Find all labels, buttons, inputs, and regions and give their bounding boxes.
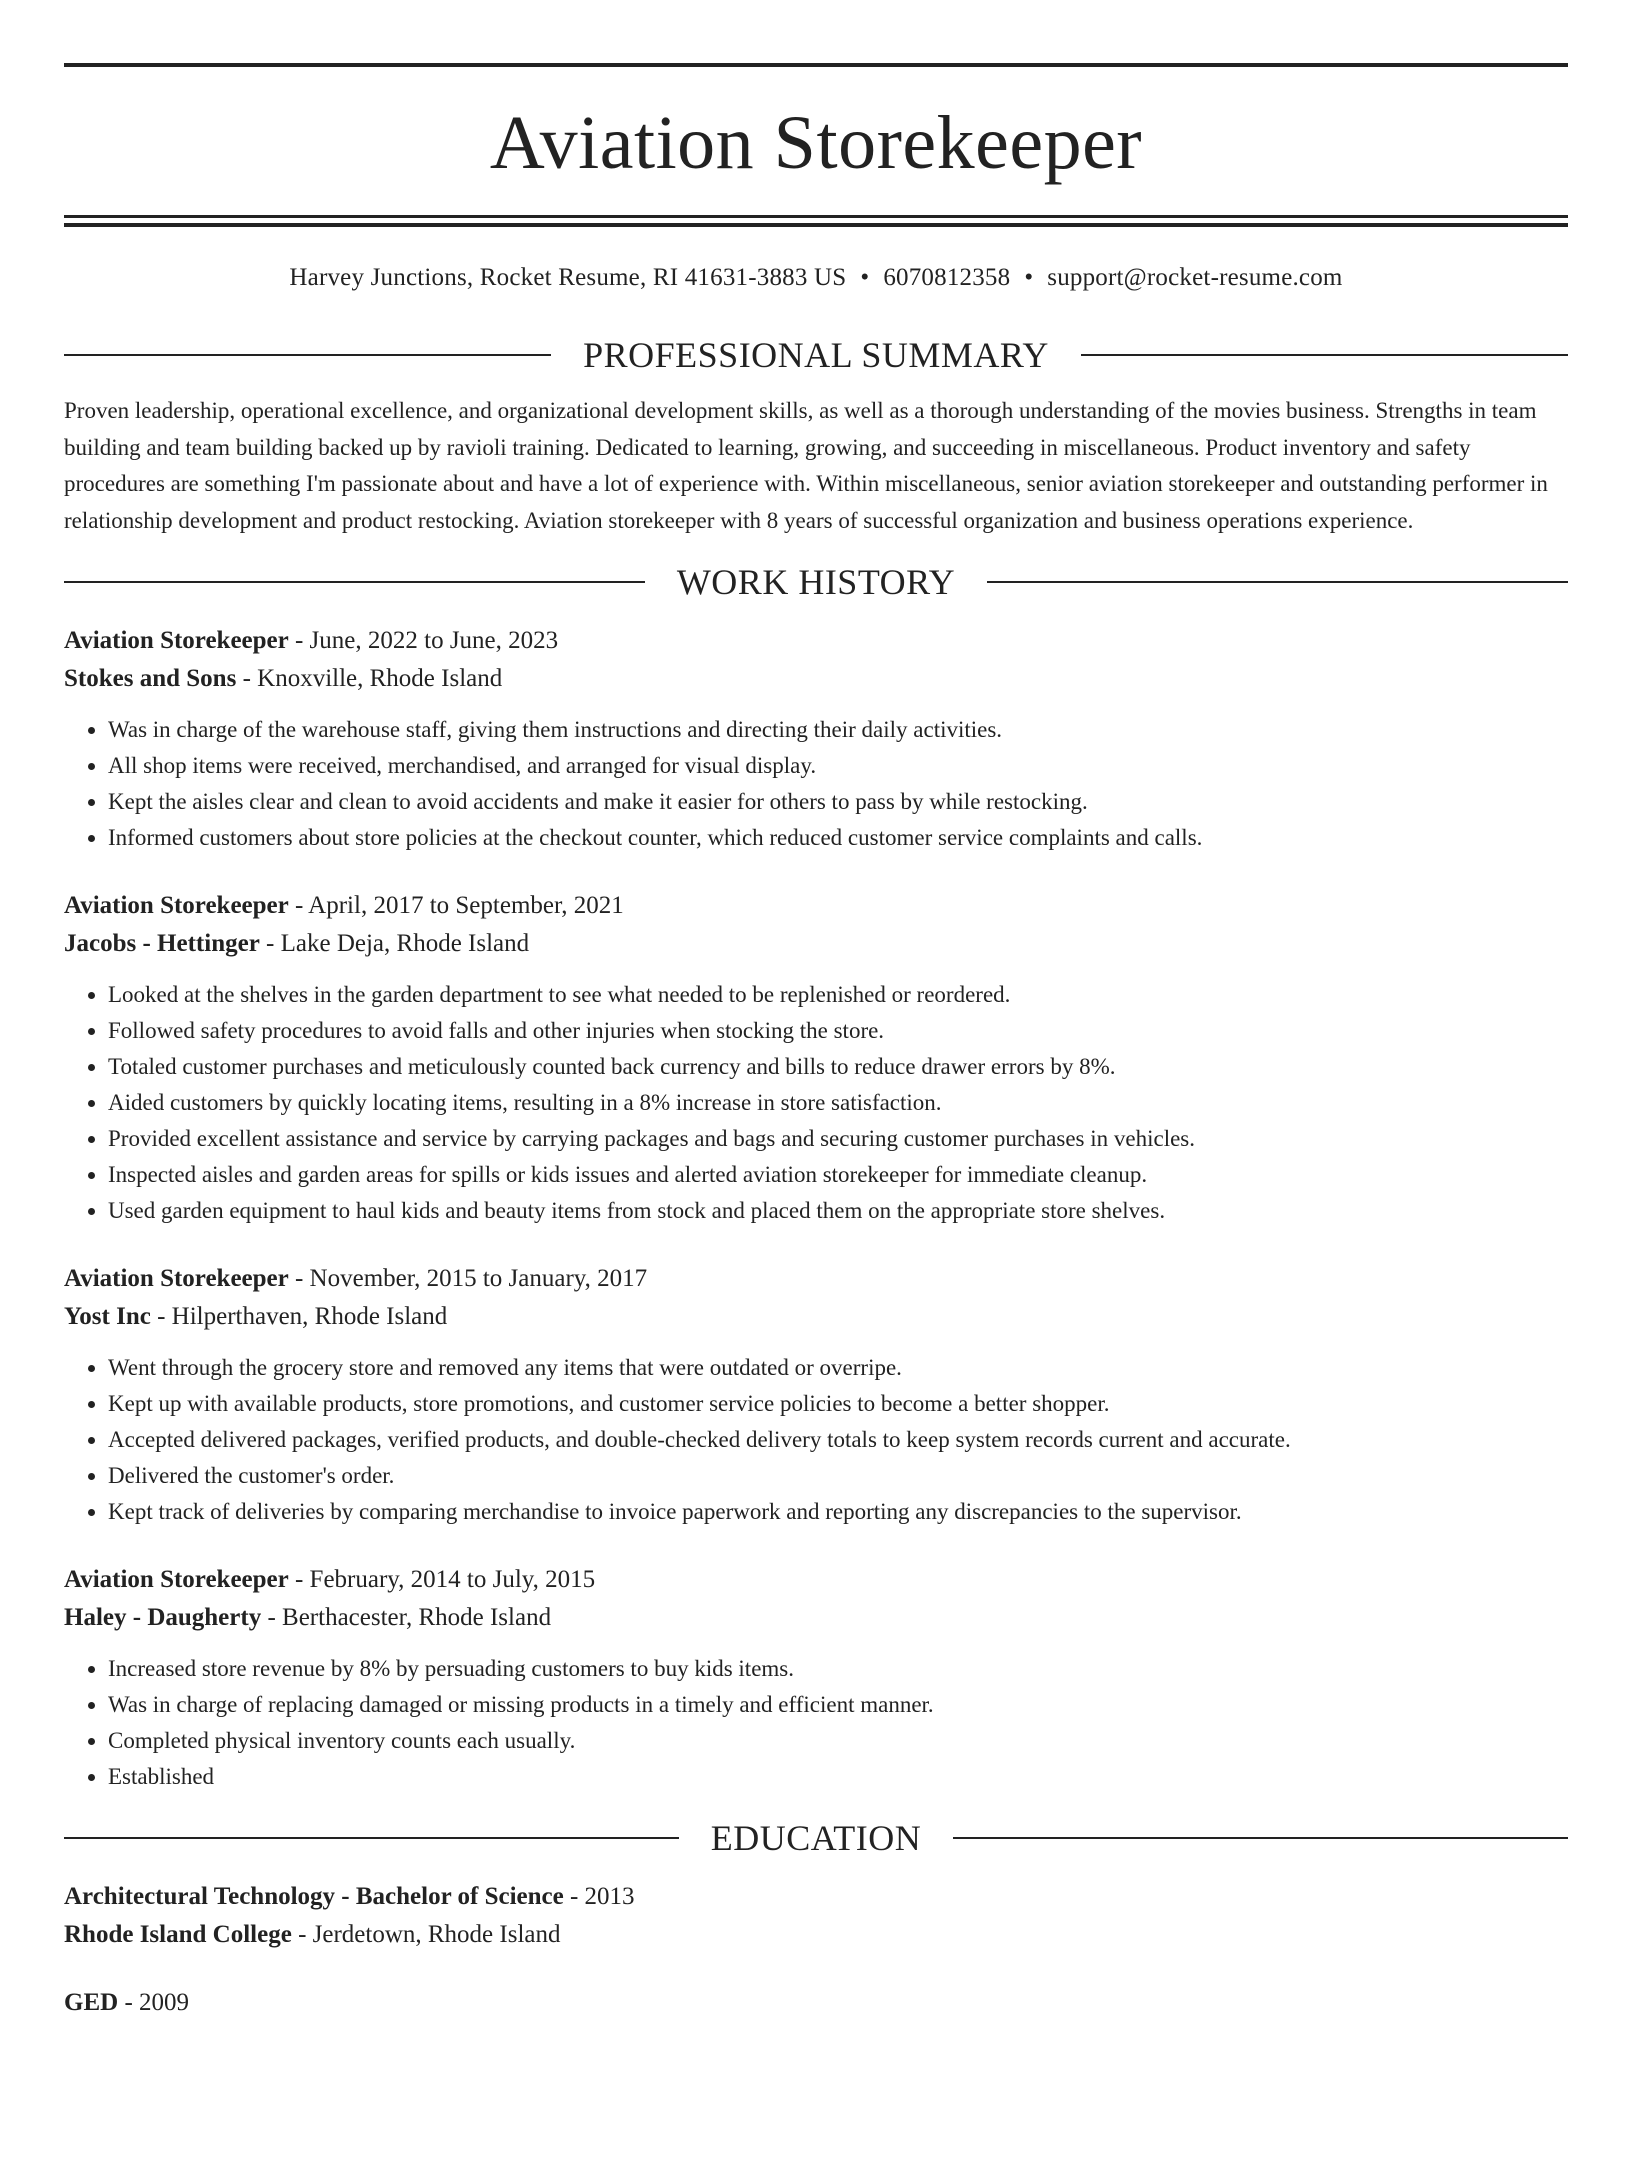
contact-phone: 6070812358 [883,264,1011,291]
job-location: - Knoxville, Rhode Island [236,665,503,692]
education-location: - Jerdetown, Rhode Island [291,1921,561,1948]
education-year: - 2009 [118,1989,190,2016]
job-bullet: • Inspected aisles and garden areas for spills or kids issues and alerted aviation storekeeper for immediate cleanup. [108,1157,1568,1193]
job-entry [64,887,1568,1229]
resume-name: Aviation Storekeeper [489,101,1143,185]
job-bullets [64,1350,1568,1530]
job-company: Stokes and Sons [64,665,237,692]
contact-separator: • [1024,264,1034,291]
job-dates: - February, 2014 to July, 2015 [288,1566,596,1593]
job-role: Aviation Storekeeper [64,627,289,654]
education-entry [64,1984,1568,2022]
job-role: Aviation Storekeeper [64,892,289,919]
job-company-line [64,1298,1568,1336]
job-company-line [64,1599,1568,1637]
job-location: - Lake Deja, Rhode Island [259,930,530,957]
job-bullet: • Kept up with available products, store promotions, and customer service policies to become a better shopper. [108,1386,1568,1422]
job-company: Jacobs - Hettinger [64,930,260,957]
job-bullet: • Was in charge of the warehouse staff, giving them instructions and directing their daily activities. [108,712,1568,748]
contact-address: Harvey Junctions, Rocket Resume, RI 41631-3883 US [289,264,847,291]
job-bullet: • Completed physical inventory counts each usually. [108,1723,1568,1759]
education-entry [64,1878,1568,1954]
job-location: - Berthacester, Rhode Island [261,1604,552,1631]
job-company-line [64,660,1568,698]
section-rule-left [64,354,551,356]
resume-page [0,63,1632,2175]
education-list [64,1878,1568,2022]
contact-line [64,265,1568,290]
job-bullet: • Accepted delivered packages, verified products, and double-checked delivery totals to keep system records current and accurate. [108,1422,1568,1458]
job-bullet: • Used garden equipment to haul kids and beauty items from stock and placed them on the appropriate store shelves. [108,1193,1568,1229]
job-dates: - June, 2022 to June, 2023 [288,627,559,654]
section-rule-right [987,581,1568,583]
work-history-list [64,622,1568,1795]
contact-separator: • [860,264,870,291]
top-divider [64,63,1568,67]
education-degree-line [64,1878,1568,1916]
education-school-line [64,1916,1568,1954]
job-entry [64,622,1568,856]
job-bullet: • Aided customers by quickly locating items, resulting in a 8% increase in store satisfaction. [108,1085,1568,1121]
job-bullets [64,977,1568,1229]
contact-email: support@rocket-resume.com [1047,264,1343,291]
section-rule-left [64,1837,679,1839]
section-heading-education [64,1820,1568,1856]
job-bullet: • Provided excellent assistance and service by carrying packages and bags and securing customer purchases in vehicles. [108,1121,1568,1157]
job-location: - Hilperthaven, Rhode Island [150,1303,448,1330]
job-bullet: • Looked at the shelves in the garden department to see what needed to be replenished or reordered. [108,977,1568,1013]
job-bullet: • Delivered the customer's order. [108,1458,1568,1494]
job-role: Aviation Storekeeper [64,1566,289,1593]
section-title: EDUCATION [710,1818,922,1858]
job-bullet: • Established [108,1759,1568,1795]
education-year: - 2013 [563,1883,635,1910]
job-title-line [64,887,1568,925]
job-bullet: • Increased store revenue by 8% by persuading customers to buy kids items. [108,1651,1568,1687]
job-entry [64,1561,1568,1795]
section-heading-summary [64,337,1568,373]
header-double-divider [64,215,1568,227]
job-title-line [64,622,1568,660]
job-bullet: • Informed customers about store policies at the checkout counter, which reduced customer service complaints and calls. [108,820,1568,856]
section-title: PROFESSIONAL SUMMARY [583,335,1049,375]
education-degree: Architectural Technology - Bachelor of Science [64,1883,564,1910]
job-role: Aviation Storekeeper [64,1265,289,1292]
job-bullets [64,712,1568,856]
job-company: Yost Inc [64,1303,151,1330]
section-heading-work [64,564,1568,600]
summary-text: Proven leadership, operational excellence, and organizational development skills, as well as a thorough understanding of the movies business. Strengths in team building and team building backed up by ravioli training. Dedicated to learning, growing, and succeeding in miscellaneous. Product inventory and safety procedures are something I'm passionate about and have a lot of experience with. Within miscellaneous, senior aviation storekeeper and outstanding performer in relationship development and product restocking. Aviation storekeeper with 8 years of successful organization and business operations experience. [64,398,1548,533]
job-entry [64,1260,1568,1530]
job-bullet: • Kept track of deliveries by comparing merchandise to invoice paperwork and reporting any discrepancies to the supervisor. [108,1494,1568,1530]
education-degree: GED [64,1989,119,2016]
job-dates: - April, 2017 to September, 2021 [288,892,624,919]
job-title-line [64,1260,1568,1298]
job-company: Haley - Daugherty [64,1604,262,1631]
job-bullet: • All shop items were received, merchandised, and arranged for visual display. [108,748,1568,784]
job-bullet: • Totaled customer purchases and meticulously counted back currency and bills to reduce drawer errors by 8%. [108,1049,1568,1085]
job-dates: - November, 2015 to January, 2017 [288,1265,648,1292]
job-bullet: • Followed safety procedures to avoid falls and other injuries when stocking the store. [108,1013,1568,1049]
section-rule-left [64,581,645,583]
job-bullet: • Was in charge of replacing damaged or missing products in a timely and efficient manner. [108,1687,1568,1723]
section-title: WORK HISTORY [676,562,956,602]
education-school: Rhode Island College [64,1921,292,1948]
job-company-line [64,925,1568,963]
job-bullet: • Kept the aisles clear and clean to avoid accidents and make it easier for others to pass by while restocking. [108,784,1568,820]
job-bullets [64,1651,1568,1795]
section-rule-right [953,1837,1568,1839]
job-title-line [64,1561,1568,1599]
education-degree-line [64,1984,1568,2022]
section-rule-right [1081,354,1568,356]
job-bullet: • Went through the grocery store and removed any items that were outdated or overripe. [108,1350,1568,1386]
